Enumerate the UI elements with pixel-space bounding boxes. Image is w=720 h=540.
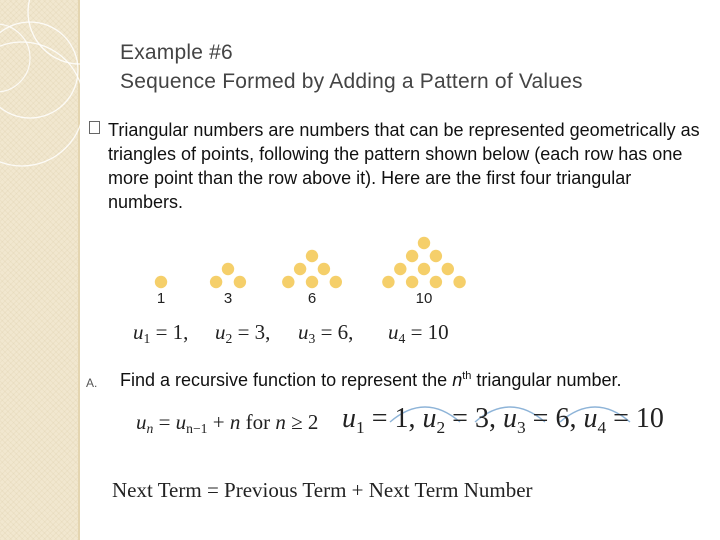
triangle-dot (234, 276, 246, 288)
title-line-1: Example #6 (120, 41, 233, 64)
triangle-dot (306, 276, 318, 288)
sequence-terms-large: $u_1 = 1$, $u_2 = 3$, $u_3 = 6$, $u_4 = 10$ (342, 403, 664, 437)
triangle-dot (382, 276, 394, 288)
term-u1: $u_1 = 1$, (133, 320, 189, 346)
triangle-dot (306, 250, 318, 262)
triangle-dot (294, 263, 306, 275)
triangle-dot (406, 276, 418, 288)
triangle-label-10: 10 (415, 290, 433, 307)
triangle-dot (406, 250, 418, 262)
triangle-label-3: 3 (223, 290, 233, 307)
triangle-dot (330, 276, 342, 288)
triangle-dot (318, 263, 330, 275)
term-u4: $u_4 = 10$ (388, 320, 449, 346)
term-u3: $u_3 = 6$, (298, 320, 354, 346)
deco-circle (0, 42, 84, 166)
deco-circle (0, 24, 30, 92)
triangle-dot (394, 263, 406, 275)
triangle-dot (222, 263, 234, 275)
part-a-question: Find a recursive function to represent the $n^{th}$ triangular number. (120, 370, 622, 390)
deco-circle (28, 0, 132, 64)
recursive-formula: $u_n = u_{n-1} + n$ for n ≥ 2 (136, 410, 319, 436)
title-line-2: Sequence Formed by Adding a Pattern of Values (120, 70, 583, 93)
triangle-dot (442, 263, 454, 275)
triangle-dot (453, 276, 465, 288)
triangle-dot (155, 276, 167, 288)
triangle-dot (430, 276, 442, 288)
triangle-label-1: 1 (156, 290, 166, 307)
deco-circle (0, 22, 78, 118)
bullet-icon (89, 121, 100, 134)
intro-paragraph: Triangular numbers are numbers that can be represented geometrically as triangles of points, following the pattern shown below (each row has one more point than the row above it). Here are the first four triangular numbers. (108, 120, 700, 212)
triangle-label-6: 6 (307, 290, 317, 307)
triangle-dot (418, 237, 430, 249)
triangle-dot (418, 263, 430, 275)
term-u2: $u_2 = 3$, (215, 320, 271, 346)
triangle-dot (430, 250, 442, 262)
word-equation: Next Term = Previous Term + Next Term Number (112, 478, 533, 502)
slide-title (120, 38, 583, 96)
part-a-marker: A. (86, 376, 98, 390)
triangle-dot (210, 276, 222, 288)
triangle-dot (282, 276, 294, 288)
